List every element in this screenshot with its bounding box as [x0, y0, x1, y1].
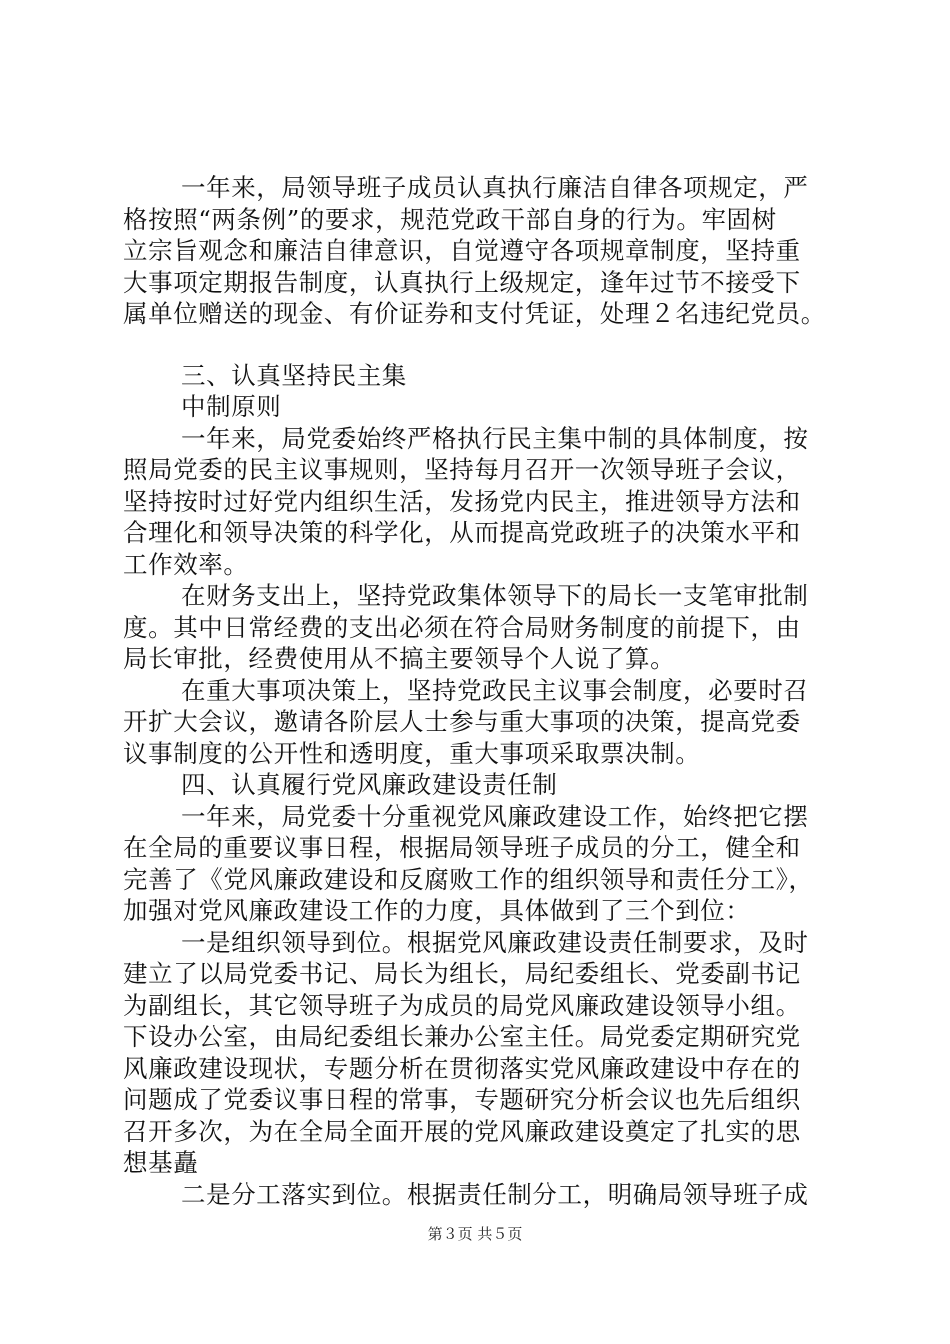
text-line: 二是分工落实到位。根据责任制分工，明确局领导班子成	[181, 1179, 809, 1209]
document-body	[123, 172, 845, 1210]
text-line: 议事制度的公开性和透明度，重大事项采取票决制。	[123, 738, 701, 768]
paragraph-gap	[123, 330, 845, 360]
text-line: 局长审批，经费使用从不搞主要领导个人说了算。	[123, 644, 676, 673]
text-line: 一是组织领导到位。根据党风廉政建设责任制要求，及时	[181, 927, 809, 957]
text-line: 在重大事项决策上，坚持党政民主议事会制度，必要时召	[181, 675, 809, 705]
text-line: 建立了以局党委书记、局长为组长，局纪委组长、党委副书记	[123, 959, 801, 988]
text-line: 加强对党风廉政建设工作的力度，具体做到了三个到位：	[123, 896, 751, 925]
text-line: 为副组长，其它领导班子为成员的局党风廉政建设领导小组。	[123, 990, 801, 1020]
text-line: 想基矗	[123, 1148, 199, 1177]
text-line: 度。其中日常经费的支出必须在符合局财务制度的前提下，由	[123, 612, 801, 642]
text-line: 大事项定期报告制度，认真执行上级规定，逢年过节不接受下	[123, 267, 801, 297]
text-line: 合理化和领导决策的科学化，从而提高党政班子的决策水平和	[123, 518, 801, 547]
text-line: 风廉政建设现状，专题分析在贯彻落实党风廉政建设中存在的	[123, 1053, 801, 1083]
text-line: 下设办公室，由局纪委组长兼办公室主任。局党委定期研究党	[123, 1022, 801, 1051]
section-heading: 四、认真履行党风廉政建设责任制	[181, 770, 558, 799]
text-line: 问题成了党委议事日程的常事，专题研究分析会议也先后组织	[123, 1085, 801, 1114]
text-line: 一年来，局党委始终严格执行民主集中制的具体制度，按	[181, 423, 809, 453]
section-heading: 中制原则	[181, 392, 282, 421]
text-line: 召开多次，为在全局全面开展的党风廉政建设奠定了扎实的思	[123, 1116, 801, 1146]
section-heading: 三、认真坚持民主集	[181, 360, 407, 390]
text-line: 照局党委的民主议事规则，坚持每月召开一次领导班子会议，	[123, 455, 801, 484]
text-line: 完善了《党风廉政建设和反腐败工作的组织领导和责任分工》，	[123, 864, 814, 894]
text-line: 属单位赠送的现金、有价证券和支付凭证，处理２名违纪党员。	[123, 299, 826, 328]
text-line: 开扩大会议，邀请各阶层人士参与重大事项的决策，提高党委	[123, 707, 801, 736]
text-line: 工作效率。	[123, 549, 249, 579]
text-line: 在财务支出上，坚持党政集体领导下的局长一支笔审批制	[181, 581, 809, 610]
text-line: 坚持按时过好党内组织生活，发扬党内民主，推进领导方法和	[123, 486, 801, 516]
text-line: 格按照“两条例”的要求，规范党政干部自身的行为。牢固树	[123, 204, 777, 234]
page-number-footer: 第３页 共５页	[427, 1225, 523, 1243]
text-line: 一年来，局领导班子成员认真执行廉洁自律各项规定，严	[181, 173, 809, 202]
text-line: 在全局的重要议事日程，根据局领导班子成员的分工，健全和	[123, 833, 801, 862]
text-line: 立宗旨观念和廉洁自律意识，自觉遵守各项规章制度，坚持重	[123, 236, 801, 265]
text-line: 一年来，局党委十分重视党风廉政建设工作，始终把它摆	[181, 801, 809, 831]
